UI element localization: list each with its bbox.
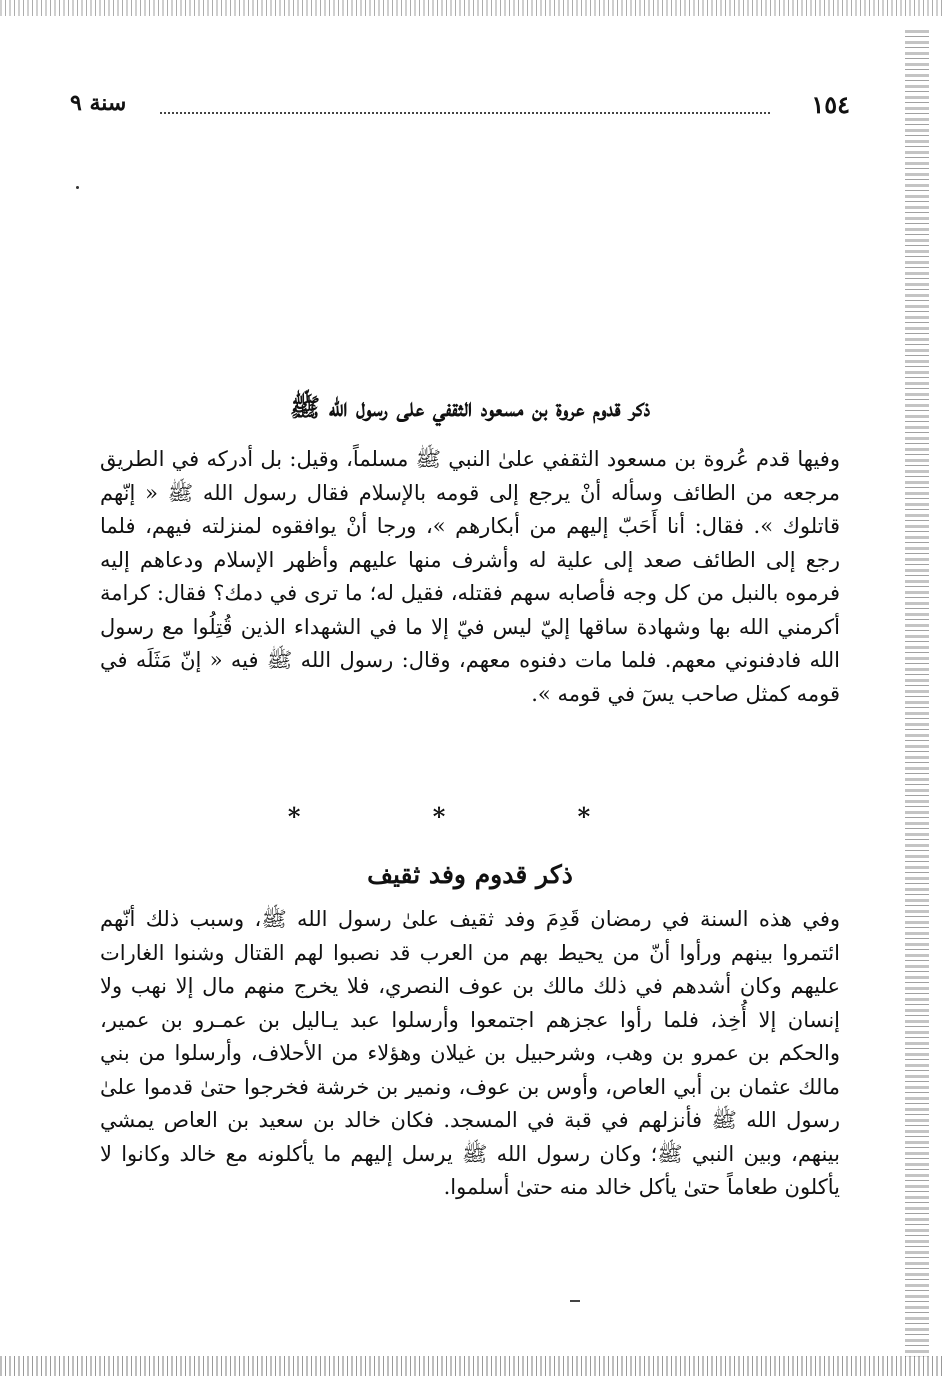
section-title-thaqif: ذكر قدوم وفد ثقيف [367, 860, 573, 889]
decorative-border-bottom [0, 1356, 944, 1376]
decorative-border-right [905, 30, 929, 1360]
paragraph-urwa: وفيها قدم عُروة بن مسعود الثقفي علىٰ النبي ﷺ مسلماً، وقيل: بل أدركه في الطريق مرجعه من الطائف وسأله أنْ يرجع إلى قومه بالإسلام فقال رسول الله ﷺ « إنّهم قاتلوك ». فقال: أنا أَحَبّ إليهم من أبكارهم »، ورجا أنْ يوافقوه لمنزلته فيهم، فلما رجع إلى الطائف صعد إلى علية له وأشرف منها عليهم وأظهر الإسلام ودعاهم إليه فرموه بالنبل من كل وجه فأصابه سهم فقتله، فقيل له؛ ما ترى في دمك؟ فقال: كرامة أكرمني الله بها وشهادة ساقها إليّ ليس فيّ إلا ما في الشهداء الذين قُتِلُوا مع رسول الله فادفنوني معهم. فلما مات دفنوه معهم، وقال: رسول الله ﷺ فيه « إنّ مَثَلَه في قومه كمثل صاحب يسٓ في قومه ». [100, 447, 840, 706]
section-thaqif [100, 860, 840, 1205]
paragraph-thaqif: وفي هذه السنة في رمضان قَدِمَ وفد ثقيف علىٰ رسول الله ﷺ، وسبب ذلك أنّهم ائتمروا بينهم ورأوا أنّ من يحيط بهم من العرب قد نصبوا لهم القتال وشنوا الغارات عليهم وكان أشدهم في ذلك مالك بن عوف النصري، فلا يخرج منهم مال إلا نهب ولا إنسان إلا أُخِذ، فلما رأوا عجزهم اجتمعوا وأرسلوا عبد يـاليل بن عمـرو بن عمير، والحكم بن عمرو بن وهب، وشرحبيل بن غيلان وهؤلاء من الأحلاف، وأرسلوا من بني مالك عثمان بن أبي العاص، وأوس بن عوف، ونمير بن خرشة فخرجوا حتىٰ قدموا علىٰ رسول الله ﷺ فأنزلهم في قبة في المسجد. فكان خالد بن سعيد بن العاص يمشي بينهم، وبين النبي ﷺ؛ وكان رسول الله ﷺ يرسل إليهم ما يأكلونه مع خالد وكانوا لا يأكلون طعاماً حتىٰ يأكل خالد منه حتىٰ أسلموا. [100, 907, 840, 1199]
decorative-border-top [0, 0, 944, 16]
section-separator-stars: * * * [287, 802, 653, 831]
page-header [70, 90, 850, 126]
running-title: سنة ٩ [70, 90, 127, 116]
page-number: ١٥٤ [811, 90, 850, 119]
print-speck [76, 186, 79, 189]
bottom-dash-mark [570, 1300, 580, 1302]
section-urwa [100, 392, 840, 711]
section-title-urwa: ذكر قدوم عروة بن مسعود الثقفي على رسول الله ﷺ [289, 393, 651, 422]
header-dotted-rule [160, 112, 770, 114]
